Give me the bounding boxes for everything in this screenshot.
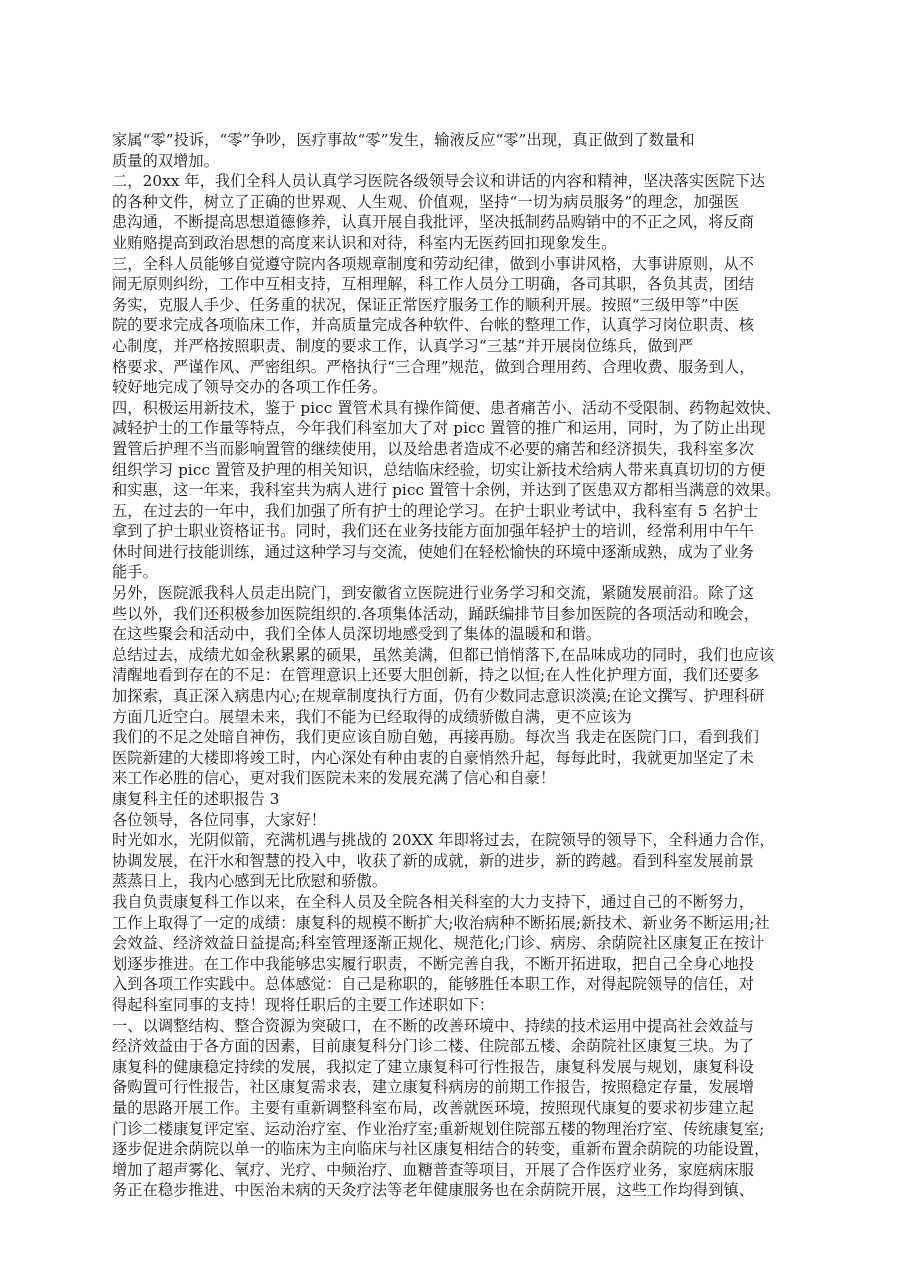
text-line: 会效益、经济效益日益提高;科室管理逐渐正规化、规范化;门诊、病房、余荫院社区康复正在按计 bbox=[112, 934, 765, 953]
text-line: 入到各项工作实践中。总体感觉：自己是称职的，能够胜任本职工作，对得起院领导的信任，对 bbox=[112, 975, 755, 994]
text-line: 康复科主任的述职报告 3 bbox=[112, 790, 280, 808]
text-line: 务正在稳步推进、中医治未病的天灸疗法等老年健康服务也在余荫院开展，这些工作均得到镇、 bbox=[112, 1181, 755, 1200]
text-line: 二，20xx 年，我们全科人员认真学习医院各级领导会议和讲话的内容和精神，坚决落实医院下达 bbox=[112, 172, 766, 191]
text-line: 蒸蒸日上，我内心感到无比欣慰和骄傲。 bbox=[112, 872, 388, 891]
text-line: 备购置可行性报告，社区康复需求表，建立康复科病房的前期工作报告，按照稳定存量，发展增 bbox=[112, 1078, 755, 1097]
text-line: 组织学习 picc 置管及护理的相关知识，总结临床经验，切实让新技术给病人带来真真切切的方便 bbox=[112, 460, 766, 479]
text-line: 协调发展，在汗水和智慧的投入中，收获了新的成就，新的进步，新的跨越。看到科室发展前景 bbox=[112, 851, 755, 870]
text-line: 家属“零”投诉，“零”争吵，医疗事故“零”发生，输液反应“零”出现，真正做到了数量和 bbox=[112, 131, 695, 149]
text-line: 置管后护理不当而影响置管的继续使用，以及给患者造成不必要的痛苦和经济损失，我科室多次 bbox=[112, 439, 755, 458]
text-line: 业贿赂提高到政治思想的高度来认识和对待，科室内无医药回扣现象发生。 bbox=[112, 233, 617, 252]
text-line: 我们的不足之处暗自神伤，我们更应该自励自勉，再接再励。每次当 我走在医院门口，看到我们 bbox=[112, 728, 760, 747]
text-line: 院的要求完成各项临床工作，并高质量完成各种软件、台帐的整理工作，认真学习岗位职责、核 bbox=[112, 316, 755, 335]
text-line: 格要求、严谨作风、严密组织。严格执行“三合理”规范，做到合理用药、合理收费、服务到人， bbox=[112, 357, 755, 376]
text-line: 休时间进行技能训练，通过这种学习与交流，使她们在轻松愉快的环境中逐渐成熟，成为了业务 bbox=[112, 542, 755, 561]
text-line: 门诊二楼康复评定室、运动治疗室、作业治疗室;重新规划住院部五楼的物理治疗室、传统康复室; bbox=[112, 1119, 765, 1138]
text-line: 五，在过去的一年中，我们加强了所有护士的理论学习。在护士职业考试中，我科室有 5 名护士 bbox=[112, 501, 759, 520]
text-line: 些以外，我们还积极参加医院组织的.各项集体活动，踊跃编排节目参加医院的各项活动和晚会， bbox=[112, 604, 760, 623]
text-line: 清醒地看到存在的不足：在管理意识上还要大胆创新，持之以恒;在人性化护理方面，我们还要多 bbox=[112, 666, 760, 685]
text-line: 量的思路开展工作。主要有重新调整科室布局，改善就医环境，按照现代康复的要求初步建立起 bbox=[112, 1098, 755, 1117]
text-line: 的各种文件，树立了正确的世界观、人生观、价值观，坚持“一切为病员服务”的理念，加强医 bbox=[112, 192, 740, 211]
text-line: 逐步促进余荫院以单一的临床为主向临床与社区康复相结合的转变，重新布置余荫院的功能设置， bbox=[112, 1140, 770, 1159]
text-line: 时光如水，光阴似箭，充满机遇与挑战的 20XX 年即将过去，在院领导的领导下，全科通力合作， bbox=[112, 831, 775, 850]
text-line: 总结过去，成绩尤如金秋累累的硕果，虽然美满，但都已悄悄落下,在品味成功的同时，我们也应该 bbox=[112, 645, 775, 664]
text-line: 增加了超声雾化、氧疗、光疗、中频治疗、血糖普查等项目，开展了合作医疗业务，家庭病床服 bbox=[112, 1160, 755, 1179]
text-line: 另外，医院派我科人员走出院门，到安徽省立医院进行业务学习和交流，紧随发展前沿。除了这 bbox=[112, 584, 755, 603]
text-line: 康复科的健康稳定持续的发展，我拟定了建立康复科可行性报告，康复科发展与规划，康复科设 bbox=[112, 1057, 755, 1076]
document-body bbox=[112, 130, 802, 1201]
text-line: 和实惠，这一年来，我科室共为病人进行 picc 置管十余例，并达到了医患双方都相当满意的效果。 bbox=[112, 481, 781, 500]
text-line: 务实，克服人手少、任务重的状况，保证正常医疗服务工作的顺利开展。按照“三级甲等”中医 bbox=[112, 295, 740, 314]
text-line: 在这些聚会和活动中，我们全体人员深切地感受到了集体的温暖和和谐。 bbox=[112, 625, 602, 644]
text-line: 得起科室同事的支持！现将任职后的主要工作述职如下： bbox=[112, 995, 495, 1014]
text-line: 方面几近空白。展望未来，我们不能为已经取得的成绩骄傲自满，更不应该为 bbox=[112, 707, 632, 726]
text-line: 来工作必胜的信心，更对我们医院未来的发展充满了信心和自豪！ bbox=[112, 769, 556, 788]
text-line: 加探索，真正深入病患内心;在规章制度执行方面，仍有少数同志意识淡漠;在论文撰写、护理科研 bbox=[112, 687, 765, 706]
text-line: 四，积极运用新技术，鉴于 picc 置管术具有操作简便、患者痛苦小、活动不受限制、药物起效快、 bbox=[112, 398, 781, 417]
text-line: 经济效益由于各方面的因素，目前康复科分门诊二楼、住院部五楼、余荫院社区康复三块。为了 bbox=[112, 1037, 755, 1056]
text-line: 三，全科人员能够自觉遵守院内各项规章制度和劳动纪律，做到小事讲风格，大事讲原则，从不 bbox=[112, 254, 755, 273]
text-line: 心制度，并严格按照职责、制度的要求工作，认真学习“三基”并开展岗位练兵，做到严 bbox=[112, 336, 694, 355]
text-line: 一、以调整结构、整合资源为突破口，在不断的改善环境中、持续的技术运用中提高社会效益与 bbox=[112, 1016, 755, 1035]
text-line: 医院新建的大楼即将竣工时，内心深处有种由衷的自豪悄然升起，每每此时，我就更加坚定了未 bbox=[112, 748, 755, 767]
text-line: 工作上取得了一定的成绩：康复科的规模不断扩大;收治病种不断拓展;新技术、新业务不断运用;社 bbox=[112, 913, 770, 932]
text-line: 划逐步推进。在工作中我能够忠实履行职责，不断完善自我，不断开拓进取，把自己全身心地投 bbox=[112, 954, 755, 973]
text-line: 质量的双增加。 bbox=[112, 151, 220, 170]
text-line: 闹无原则纠纷，工作中互相支持，互相理解，科工作人员分工明确，各司其职，各负其责，团结 bbox=[112, 275, 755, 294]
text-line: 各位领导，各位同事，大家好！ bbox=[112, 810, 327, 829]
text-line: 减轻护士的工作量等特点，今年我们科室加大了对 picc 置管的推广和运用，同时，为了防止出现 bbox=[112, 419, 766, 438]
text-line: 较好地完成了领导交办的各项工作任务。 bbox=[112, 378, 388, 397]
text-line: 能手。 bbox=[112, 563, 158, 582]
text-line: 患沟通，不断提高思想道德修养，认真开展自我批评，坚决抵制药品购销中的不正之风，将反商 bbox=[112, 213, 755, 232]
text-line: 拿到了护士职业资格证书。同时，我们还在业务技能方面加强年轻护士的培训，经常利用中午午 bbox=[112, 522, 755, 541]
text-line: 我自负责康复科工作以来，在全科人员及全院各相关科室的大力支持下，通过自己的不断努力， bbox=[112, 892, 755, 911]
